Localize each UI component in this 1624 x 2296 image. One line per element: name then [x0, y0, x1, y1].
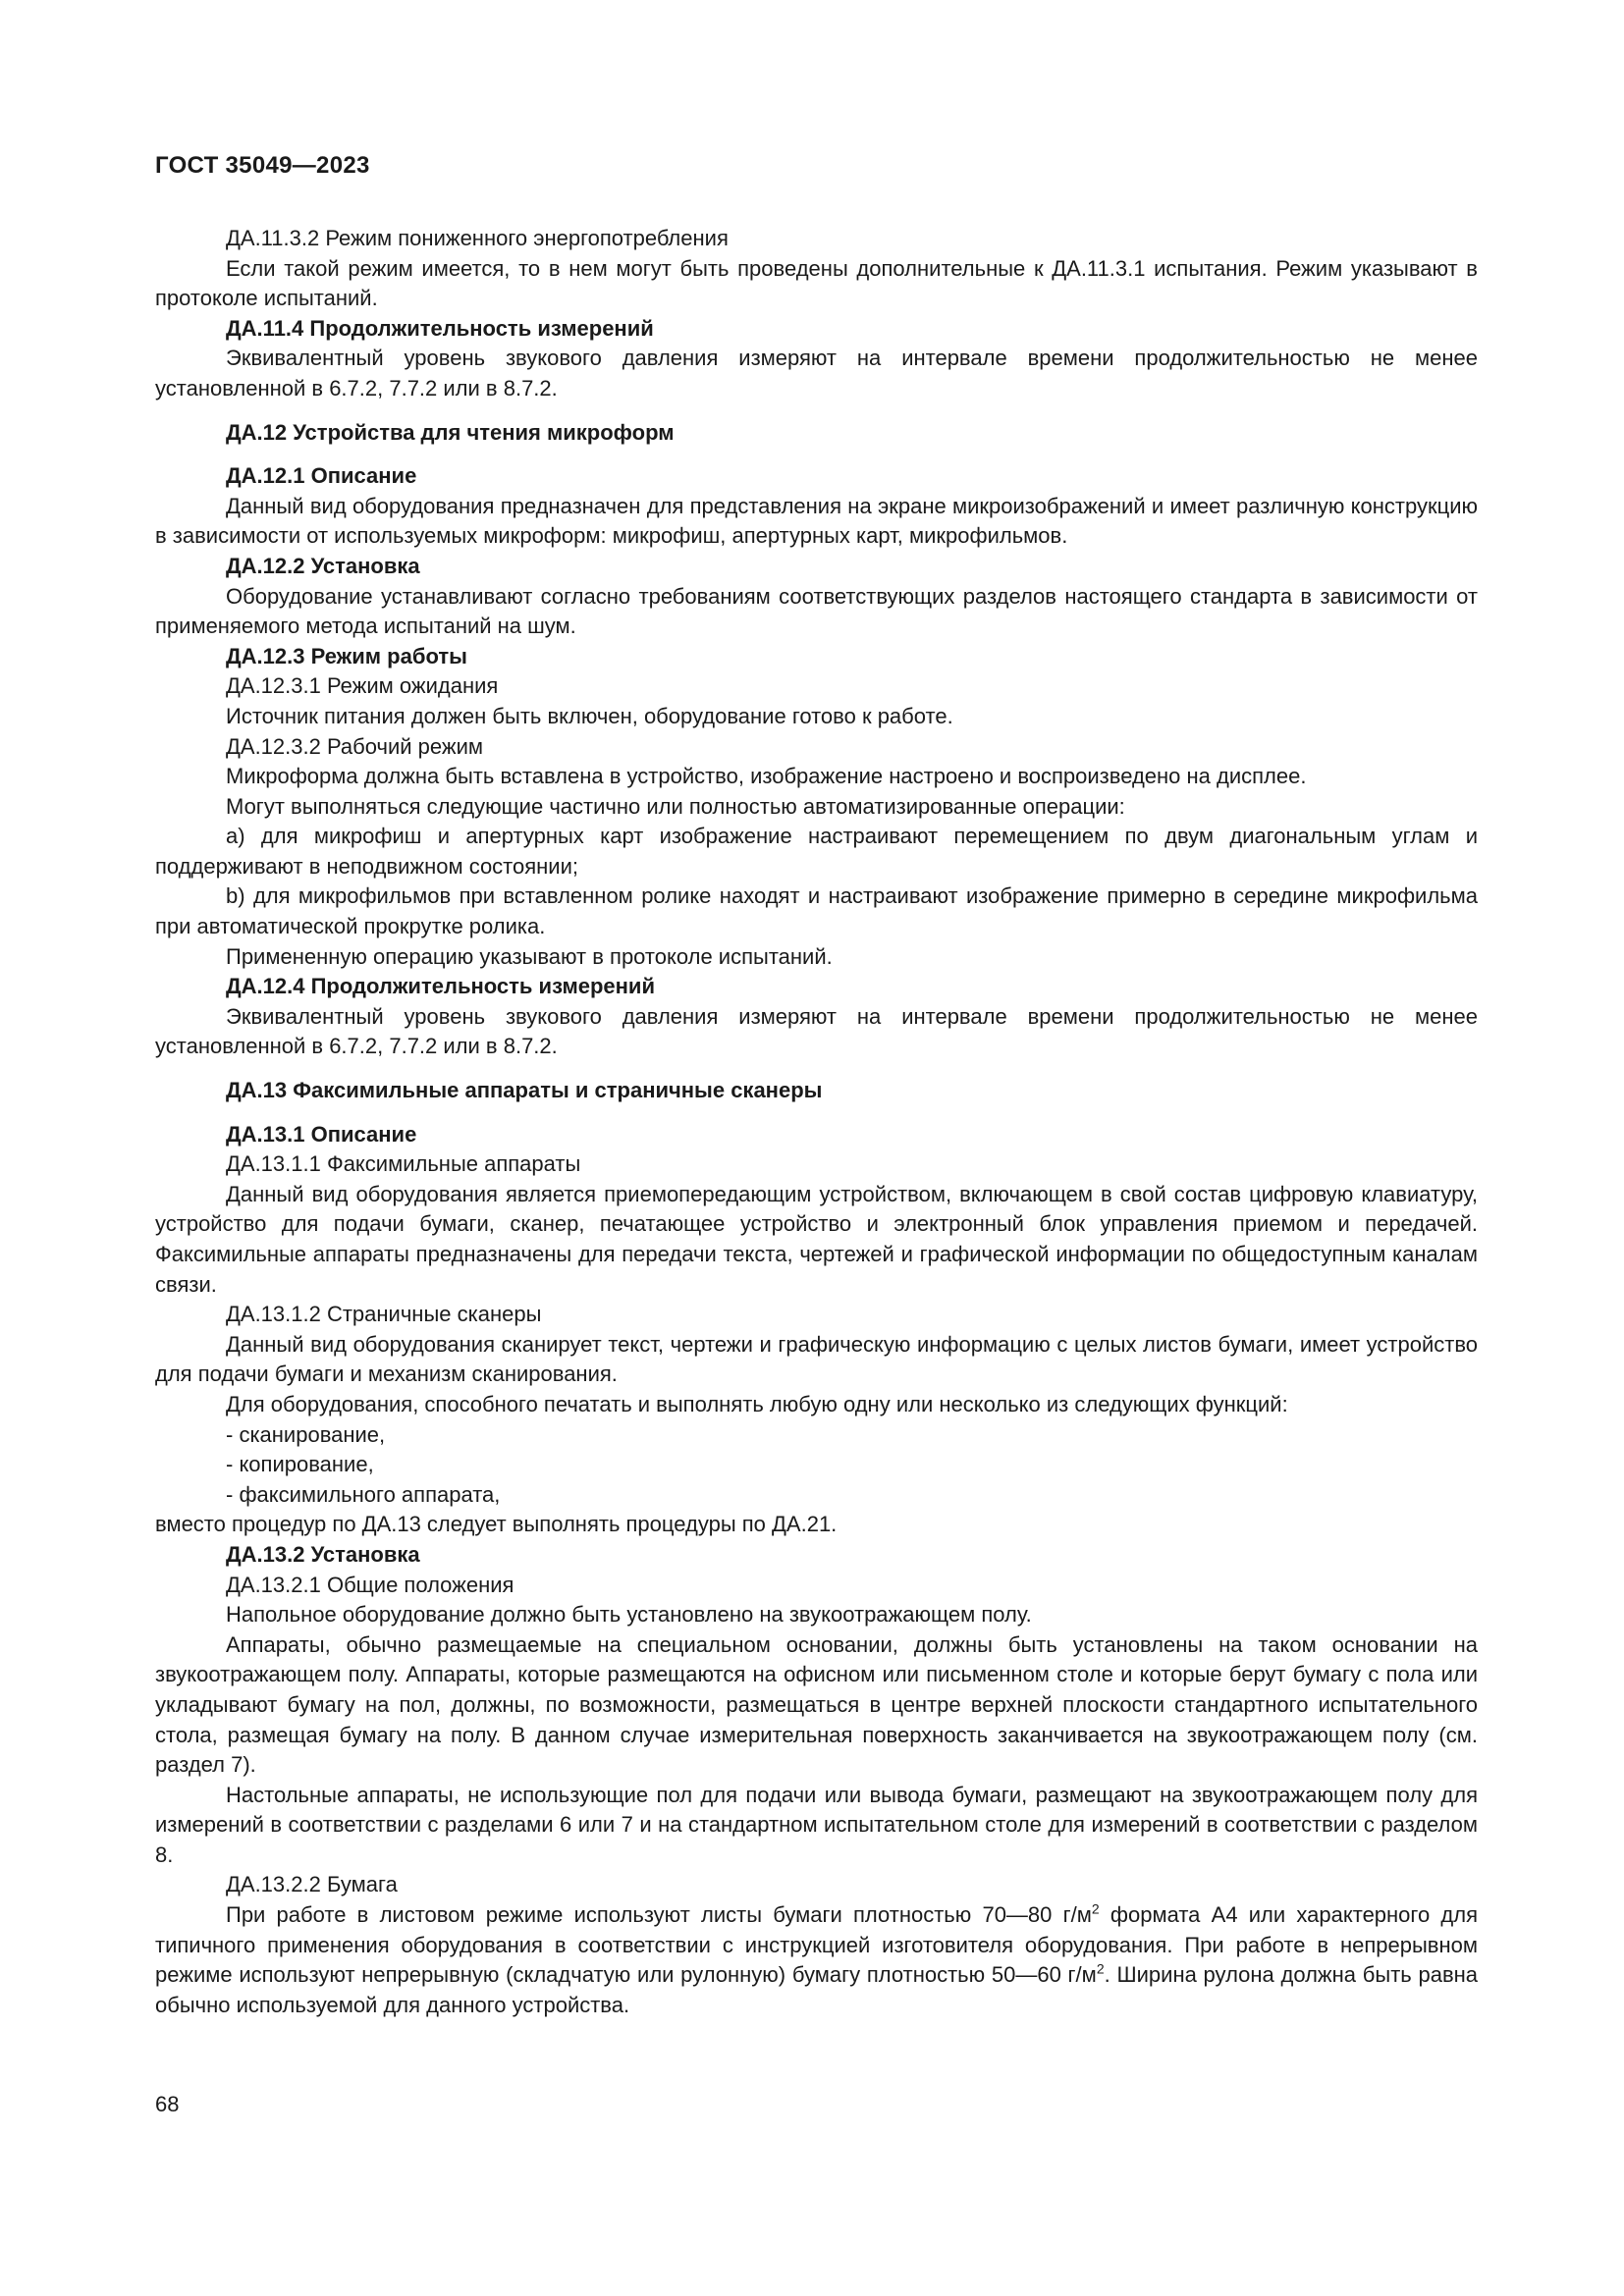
spacer — [155, 1106, 1478, 1120]
section-heading: ДА.12 Устройства для чтения микроформ — [226, 419, 675, 445]
section-heading: ДА.13 Факсимильные аппараты и страничные сканеры — [226, 1078, 823, 1103]
subclause-heading: ДА.13.2.1 Общие положения — [226, 1572, 514, 1597]
clause-heading: ДА.13.1 Описание — [226, 1121, 417, 1147]
superscript: 2 — [1091, 1900, 1100, 1917]
subclause-heading: ДА.12.3.1 Режим ожидания — [226, 673, 499, 699]
paragraph: Данный вид оборудования сканирует текст, чертежи и графическую информацию с целых листов бумаги, имеет устройство для подачи бумаги и механизм сканирования. — [155, 1331, 1478, 1387]
clause-heading: ДА.12.4 Продолжительность измерений — [226, 974, 655, 999]
paragraph: Настольные аппараты, не использующие пол для подачи или вывода бумаги, размещают на звукоотражающем полу для измерений в соответствии с разделами 6 или 7 и на стандартном испытательном столе для измерений в соответствии с разделом 8. — [155, 1782, 1478, 1867]
list-item: b) для микрофильмов при вставленном ролике находят и настраивают изображение примерно в середине микрофильма при автоматической прокрутке ролика. — [155, 883, 1478, 939]
document-body — [155, 224, 1478, 2020]
subclause-heading: ДА.13.1.1 Факсимильные аппараты — [226, 1151, 581, 1177]
paragraph: Эквивалентный уровень звукового давления измеряют на интервале времени продолжительностью не менее установленной в 6.7.2, 7.7.2 или в 8.7.2. — [155, 346, 1478, 400]
paragraph: Микроформа должна быть вставлена в устройство, изображение настроено и воспроизведено на дисплее. — [226, 764, 1307, 789]
subclause-heading: ДА.13.2.2 Бумага — [226, 1872, 398, 1897]
paragraph: Напольное оборудование должно быть установлено на звукоотражающем полу. — [226, 1602, 1032, 1628]
spacer — [155, 448, 1478, 461]
page-number: 68 — [155, 2092, 180, 2116]
list-item: - копирование, — [226, 1452, 374, 1477]
standard-title: ГОСТ 35049—2023 — [155, 152, 370, 179]
list-item: - сканирование, — [226, 1421, 386, 1447]
spacer — [155, 404, 1478, 418]
clause-heading: ДА.11.4 Продолжительность измерений — [226, 315, 654, 341]
paragraph: Примененную операцию указывают в протоколе испытаний. — [226, 943, 833, 969]
paragraph: Если такой режим имеется, то в нем могут быть проведены дополнительные к ДА.11.3.1 испытания. Режим указывают в протоколе испытаний. — [155, 255, 1478, 311]
text-run: . Ширина рулона должна быть равна обычно используемой для данного устройства. — [155, 1962, 1479, 2017]
clause-heading: ДА.12.2 Установка — [226, 553, 420, 578]
clause-heading: ДА.13.2 Установка — [226, 1541, 420, 1567]
spacer — [155, 1062, 1478, 1076]
text-run: При работе в листовом режиме используют листы бумаги плотностью 70—80 г/м — [226, 1902, 1092, 1928]
paragraph: Могут выполняться следующие частично или полностью автоматизированные операции: — [226, 793, 1125, 819]
clause-heading: ДА.12.1 Описание — [226, 463, 417, 489]
clause-heading: ДА.12.3 Режим работы — [226, 643, 467, 668]
paragraph: Для оборудования, способного печатать и выполнять любую одну или несколько из следующих функций: — [226, 1391, 1288, 1416]
text-run: формата А4 или характерного для типичного применения оборудования в соответствии с инструкцией изготовителя оборудования. При работе в непрерывном режиме используют непрерывную (складчатую или рулонную) бумагу плотностью 50—60 г/м — [155, 1902, 1479, 1988]
list-item: - факсимильного аппарата, — [226, 1481, 501, 1507]
paragraph: Оборудование устанавливают согласно требованиям соответствующих разделов настоящего стандарта в зависимости от применяемого метода испытаний на шум. — [155, 583, 1478, 639]
paragraph — [155, 1900, 1478, 2020]
list-item: a) для микрофиш и апертурных карт изображение настраивают перемещением по двум диагональным углам и поддерживают в неподвижном состоянии; — [155, 824, 1478, 879]
paragraph: Данный вид оборудования является приемопередающим устройством, включающем в свой состав цифровую клавиатуру, устройство для подачи бумаги, сканер, печатающее устройство и электронный блок управления приемом и передачей. Факсимильные аппараты предназначены для передачи текста, чертежей и графической информации по общедоступным каналам связи. — [155, 1181, 1478, 1297]
paragraph: Данный вид оборудования предназначен для представления на экране микроизображений и имеет различную конструкцию в зависимости от используемых микроформ: микрофиш, апертурных карт, микрофильмов. — [155, 493, 1478, 549]
subclause-heading: ДА.12.3.2 Рабочий режим — [226, 733, 484, 759]
superscript: 2 — [1096, 1960, 1105, 1977]
paragraph: Эквивалентный уровень звукового давления измеряют на интервале времени продолжительностью не менее установленной в 6.7.2, 7.7.2 или в 8.7.2. — [155, 1003, 1478, 1059]
clause-heading: ДА.11.3.2 Режим пониженного энергопотребления — [226, 226, 729, 250]
paragraph: Аппараты, обычно размещаемые на специальном основании, должны быть установлены на таком основании на звукоотражающем полу. Аппараты, которые размещаются на офисном или письменном столе и которые берут бумагу с пола или укладывают бумагу на пол, должны, по возможности, размещаться в центре верхней плоскости стандартного испытательного стола, размещая бумагу на полу. В данном случае измерительная поверхность заканчивается на звукоотражающем полу (см. раздел 7). — [155, 1631, 1478, 1778]
subclause-heading: ДА.13.1.2 Страничные сканеры — [226, 1302, 542, 1327]
paragraph: вместо процедур по ДА.13 следует выполнять процедуры по ДА.21. — [155, 1512, 838, 1537]
paragraph: Источник питания должен быть включен, оборудование готово к работе. — [226, 703, 953, 728]
